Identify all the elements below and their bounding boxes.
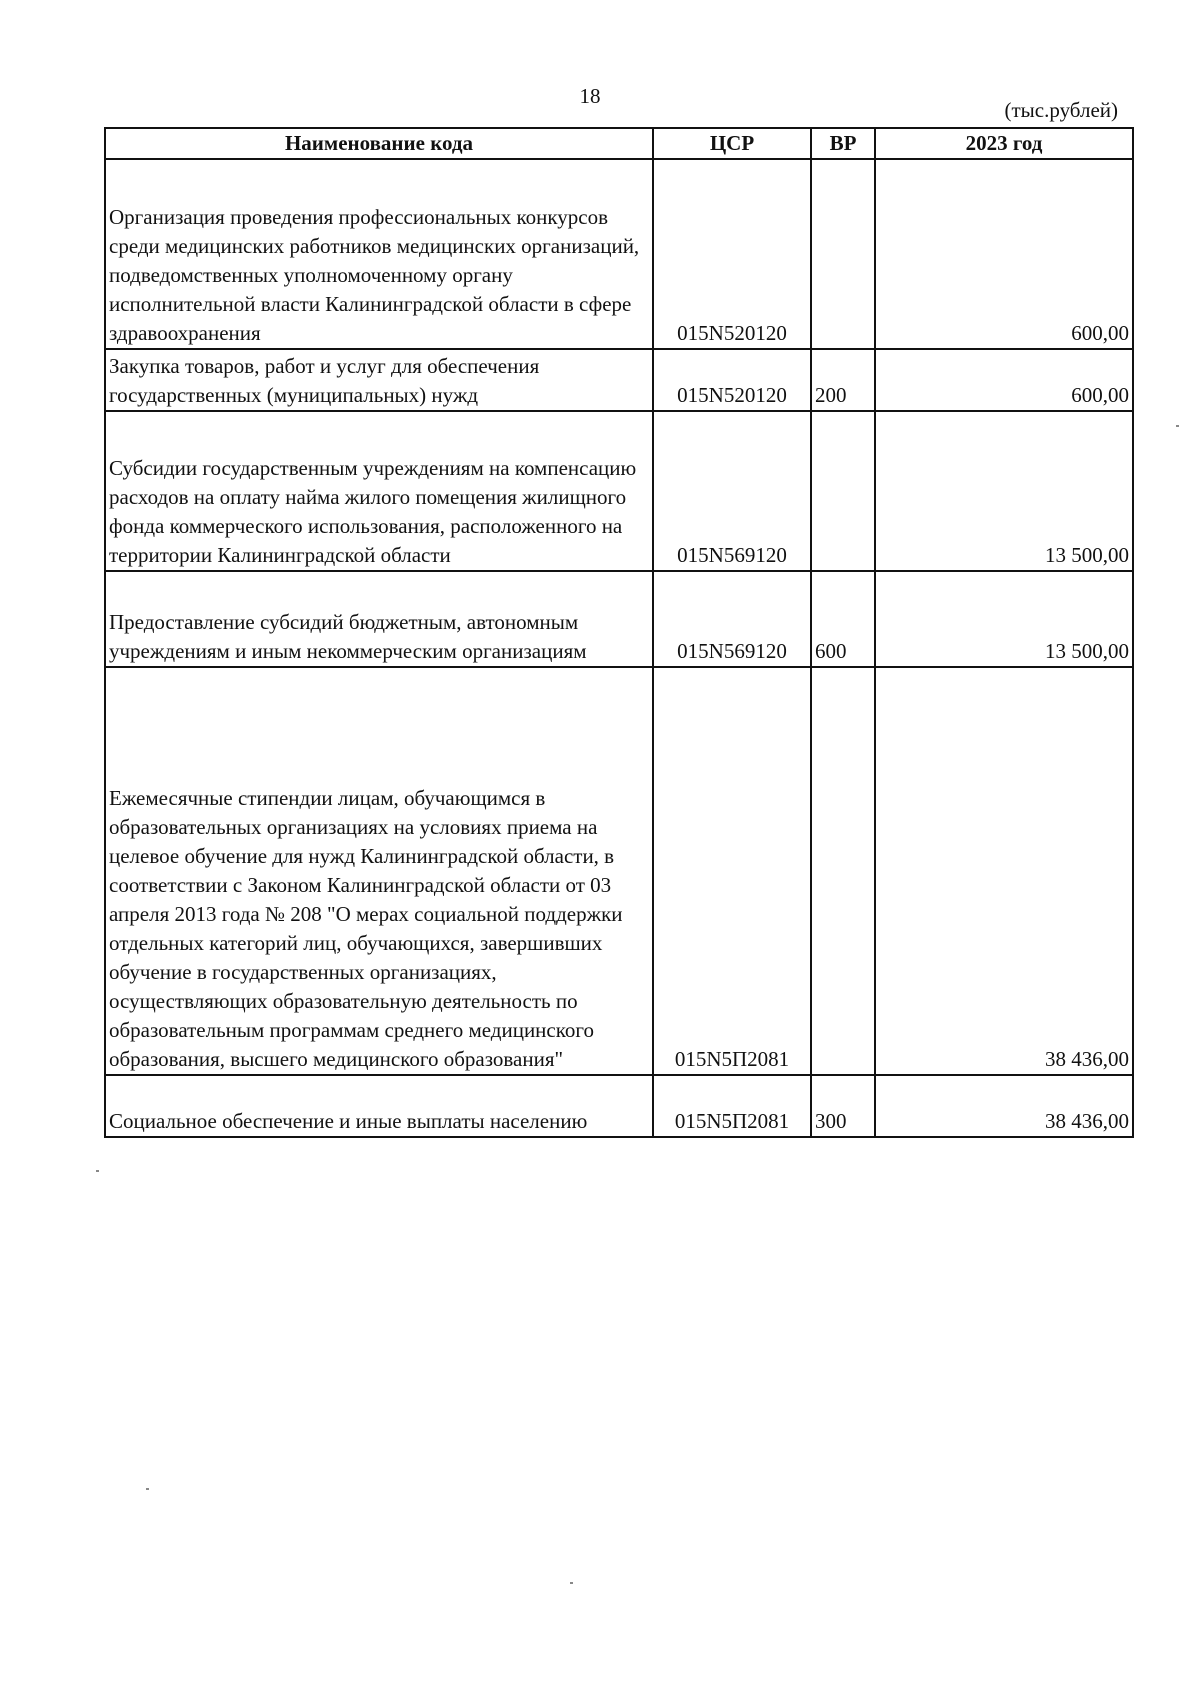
row-amount: 38 436,00 xyxy=(875,1075,1133,1137)
scan-speck xyxy=(96,1170,99,1172)
row-vr: 200 xyxy=(811,349,875,411)
budget-table xyxy=(104,127,1134,1138)
row-amount: 13 500,00 xyxy=(875,411,1133,571)
row-name: Организация проведения профессиональных конкурсов среди медицинских работников медицинских организаций, подведомственных уполномоченному органу исполнительной власти Калининградской области в сфере здравоохранения xyxy=(105,159,653,349)
table-row xyxy=(105,349,1133,411)
row-amount: 600,00 xyxy=(875,159,1133,349)
units-label: (тыс.рублей) xyxy=(1004,98,1118,122)
row-csr: 015N5П2081 xyxy=(653,1075,811,1137)
row-vr xyxy=(811,667,875,1075)
row-csr: 015N520120 xyxy=(653,159,811,349)
table-row xyxy=(105,571,1133,667)
row-csr: 015N569120 xyxy=(653,571,811,667)
row-name: Предоставление субсидий бюджетным, автономным учреждениям и иным некоммерческим организациям xyxy=(105,571,653,667)
row-amount: 38 436,00 xyxy=(875,667,1133,1075)
table-row xyxy=(105,159,1133,349)
table-row xyxy=(105,411,1133,571)
header-row xyxy=(105,128,1133,159)
row-vr: 600 xyxy=(811,571,875,667)
row-name: Социальное обеспечение и иные выплаты населению xyxy=(105,1075,653,1137)
row-name: Ежемесячные стипендии лицам, обучающимся в образовательных организациях на условиях приема на целевое обучение для нужд Калининградской области, в соответствии с Законом Калининградской области от 03 апреля 2013 года № 208 "О мерах социальной поддержки отдельных категорий лиц, обучающихся, завершивших обучение в государственных организациях, осуществляющих образовательную деятельность по образовательным программам среднего медицинского образования, высшего медицинского образования" xyxy=(105,667,653,1075)
header-vr: ВР xyxy=(811,128,875,159)
header-name: Наименование кода xyxy=(105,128,653,159)
row-vr: 300 xyxy=(811,1075,875,1137)
row-csr: 015N5П2081 xyxy=(653,667,811,1075)
row-csr: 015N569120 xyxy=(653,411,811,571)
row-csr: 015N520120 xyxy=(653,349,811,411)
scan-speck xyxy=(146,1488,149,1490)
row-amount: 600,00 xyxy=(875,349,1133,411)
row-vr xyxy=(811,411,875,571)
table-row xyxy=(105,667,1133,1075)
row-name: Закупка товаров, работ и услуг для обеспечения государственных (муниципальных) нужд xyxy=(105,349,653,411)
scan-speck xyxy=(1176,425,1179,427)
row-amount: 13 500,00 xyxy=(875,571,1133,667)
table-row xyxy=(105,1075,1133,1137)
header-csr: ЦСР xyxy=(653,128,811,159)
page-number: 18 xyxy=(579,84,601,108)
row-name: Субсидии государственным учреждениям на компенсацию расходов на оплату найма жилого помещения жилищного фонда коммерческого использования, расположенного на территории Калининградской области xyxy=(105,411,653,571)
row-vr xyxy=(811,159,875,349)
table-body xyxy=(105,159,1133,1137)
scan-speck xyxy=(570,1582,573,1584)
table-header xyxy=(105,128,1133,159)
header-year: 2023 год xyxy=(875,128,1133,159)
